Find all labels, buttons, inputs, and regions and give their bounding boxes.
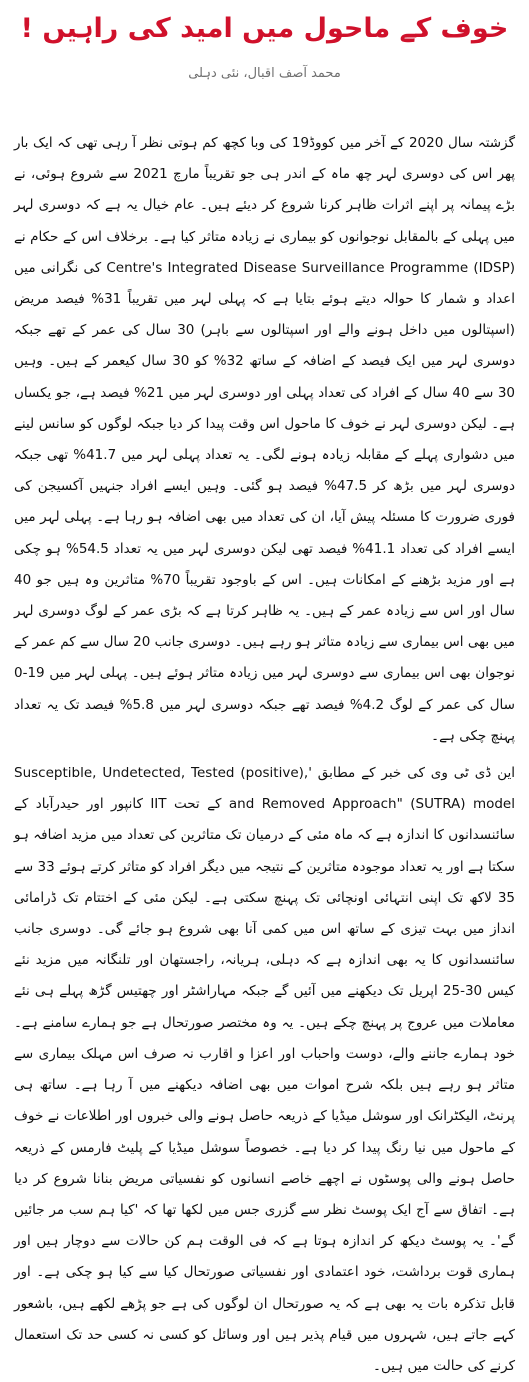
author-byline: محمد آصف اقبال، نئی دہلی	[188, 66, 341, 81]
article-paragraph-1: گزشتہ سال 2020 کے آخر میں کووڈ19 کی وبا کچھ کم ہوتی نظر آ رہی تھی کہ ایک بار پھر اس کی دوسری لہر چھ ماہ کے اندر ہی جو تقریباً مارچ 2021 سے شروع ہوئی، نے بڑے پیمانہ پر اپنے اثرات ظاہر کرنا شروع کر دیئے ہیں۔ عام خیال یہ ہے کہ دوسری لہر میں پہلی کے بالمقابل نوجوانوں کو بیماری نے زیادہ متاثر کیا ہے۔ برخلاف اس کے حکام نے Centre's Integrated Disease Surveillance Programme (IDSP) کی نگرانی میں اعداد و شمار کا حوالہ دیتے ہوئے بتایا ہے کہ پہلی لہر میں تقریباً 31% فیصد مریض (اسپتالوں میں داخل ہونے والے اور اسپتالوں سے باہر) 30 سال کی عمر کے تھے جبکہ دوسری لہر میں ایک فیصد کے اضافہ کے ساتھ 32% کو 30 سال کیعمر کے ہیں۔ وہیں 30 سے 40 سال کے افراد کی تعداد پہلی اور دوسری لہر میں 21% فیصد ہے، جو یکساں ہے۔ لیکن دوسری لہر نے خوف کا ماحول اس وقت پیدا کر دیا جبکہ لوگوں کو سانس لینے میں دشواری پہلے کے مقابلہ زیادہ ہونے لگی۔ یہ تعداد پہلی لہر میں 41.7% تھی جبکہ دوسری لہر میں بڑھ کر 47.5% فیصد ہو گئی۔ وہیں ایسے افراد جنہیں آکسیجن کی فوری ضرورت کا مسئلہ پیش آیا، ان کی تعداد میں بھی اضافہ ہو رہا ہے۔ پہلی لہر میں ایسے افراد کی تعداد 41.1% فیصد تھی لیکن دوسری لہر میں یہ تعداد 54.5% ہو چکی ہے اور مزید بڑھنے کے امکانات ہیں۔ اس کے باوجود تقریباً 70% متاثرین وہ ہیں جو 40 سال اور اس سے زیادہ عمر کے ہیں۔ یہ ظاہر کرتا ہے کہ بڑی عمر کے لوگ دوسری لہر میں بھی اس بیماری سے زیادہ متاثر ہو رہے ہیں۔ دوسری جانب 20 سال سے کم عمر کے نوجوان بھی اس بیماری سے دوسری لہر میں زیادہ متاثر ہوئے ہیں۔ پہلی لہر میں 19-0 سال کی عمر کے لوگ 4.2% فیصد تھے جبکہ دوسری لہر میں 5.8% فیصد تک یہ تعداد پہنچ چکی ہے۔	[14, 135, 516, 744]
article-title: خوف کے ماحول میں امید کی راہیں !	[20, 13, 509, 44]
article-body	[14, 128, 515, 1382]
article-paragraph-2: این ڈی ٹی وی کی خبر کے مطابق 'Susceptible, Undetected, Tested (positive), and Removed Approach" (SUTRA) model کے تحت IIT کانپور اور حیدرآباد کے سائنسدانوں کا اندازہ ہے کہ ماہ مئی کے درمیان تک متاثرین کی تعداد میں مزید اضافہ ہو سکتا ہے اور یہ تعداد موجودہ متاثرین کے نتیجہ میں دیگر افراد کو متاثر کرتے ہوئے 33 سے 35 لاکھ تک اپنی انتہائی اونچائی تک پہنچ سکتی ہے۔ لیکن مئی کے اختتام تک ڈرامائی انداز میں بہت تیزی کے ساتھ اس میں کمی آنا بھی شروع ہو جائے گی۔ دوسری جانب سائنسدانوں کا یہ بھی اندازہ ہے کہ دہلی، ہریانہ، راجستھان اور تلنگانہ میں مزید نئے کیس 30-25 اپریل تک دیکھنے میں آئیں گے جبکہ مہاراشٹر اور چھتیس گڑھ پہلے ہی نئے معاملات میں عروج پر پہنچ چکے ہیں۔ یہ وہ مختصر صورتحال ہے جو ہمارے سامنے ہے۔ خود ہمارے جاننے والے، دوست واحباب اور اعزا و اقارب نہ صرف اس مہلک بیماری سے متاثر ہو رہے ہیں بلکہ شرح اموات میں بھی اضافہ دیکھنے میں آ رہا ہے۔ ساتھ ہی پرنٹ، الیکٹرانک اور سوشل میڈیا کے ذریعہ حاصل ہونے والی خبروں اور اطلاعات نے خوف کے ماحول میں نیا رنگ پیدا کر دیا ہے۔ خصوصاً سوشل میڈیا کے پلیٹ فارمس کے ذریعہ حاصل ہونے والی پوسٹوں نے اچھے خاصے انسانوں کو نفسیاتی مریض بنانا شروع کر دیا ہے۔ اتفاق سے آج ایک پوسٹ نظر سے گزری جس میں لکھا تھا کہ 'کیا ہم سب مر جائیں گے'۔ یہ پوسٹ دیکھ کر اندازہ ہوتا ہے کہ فی الوقت ہم کن حالات سے دوچار ہیں اور ہماری قوت برداشت، خود اعتمادی اور نفسیاتی صورتحال کیا سے کیا ہو چکی ہے۔ اور قابل تذکرہ بات یہ بھی ہے کہ یہ صورتحال ان لوگوں کی ہے جو پڑھے لکھے ہیں، باشعور کہے جاتے ہیں، شہروں میں قیام پذیر ہیں اور وسائل کو کسی نہ کسی حد تک استعمال کرنے کی حالت میں ہیں۔	[14, 765, 515, 1374]
